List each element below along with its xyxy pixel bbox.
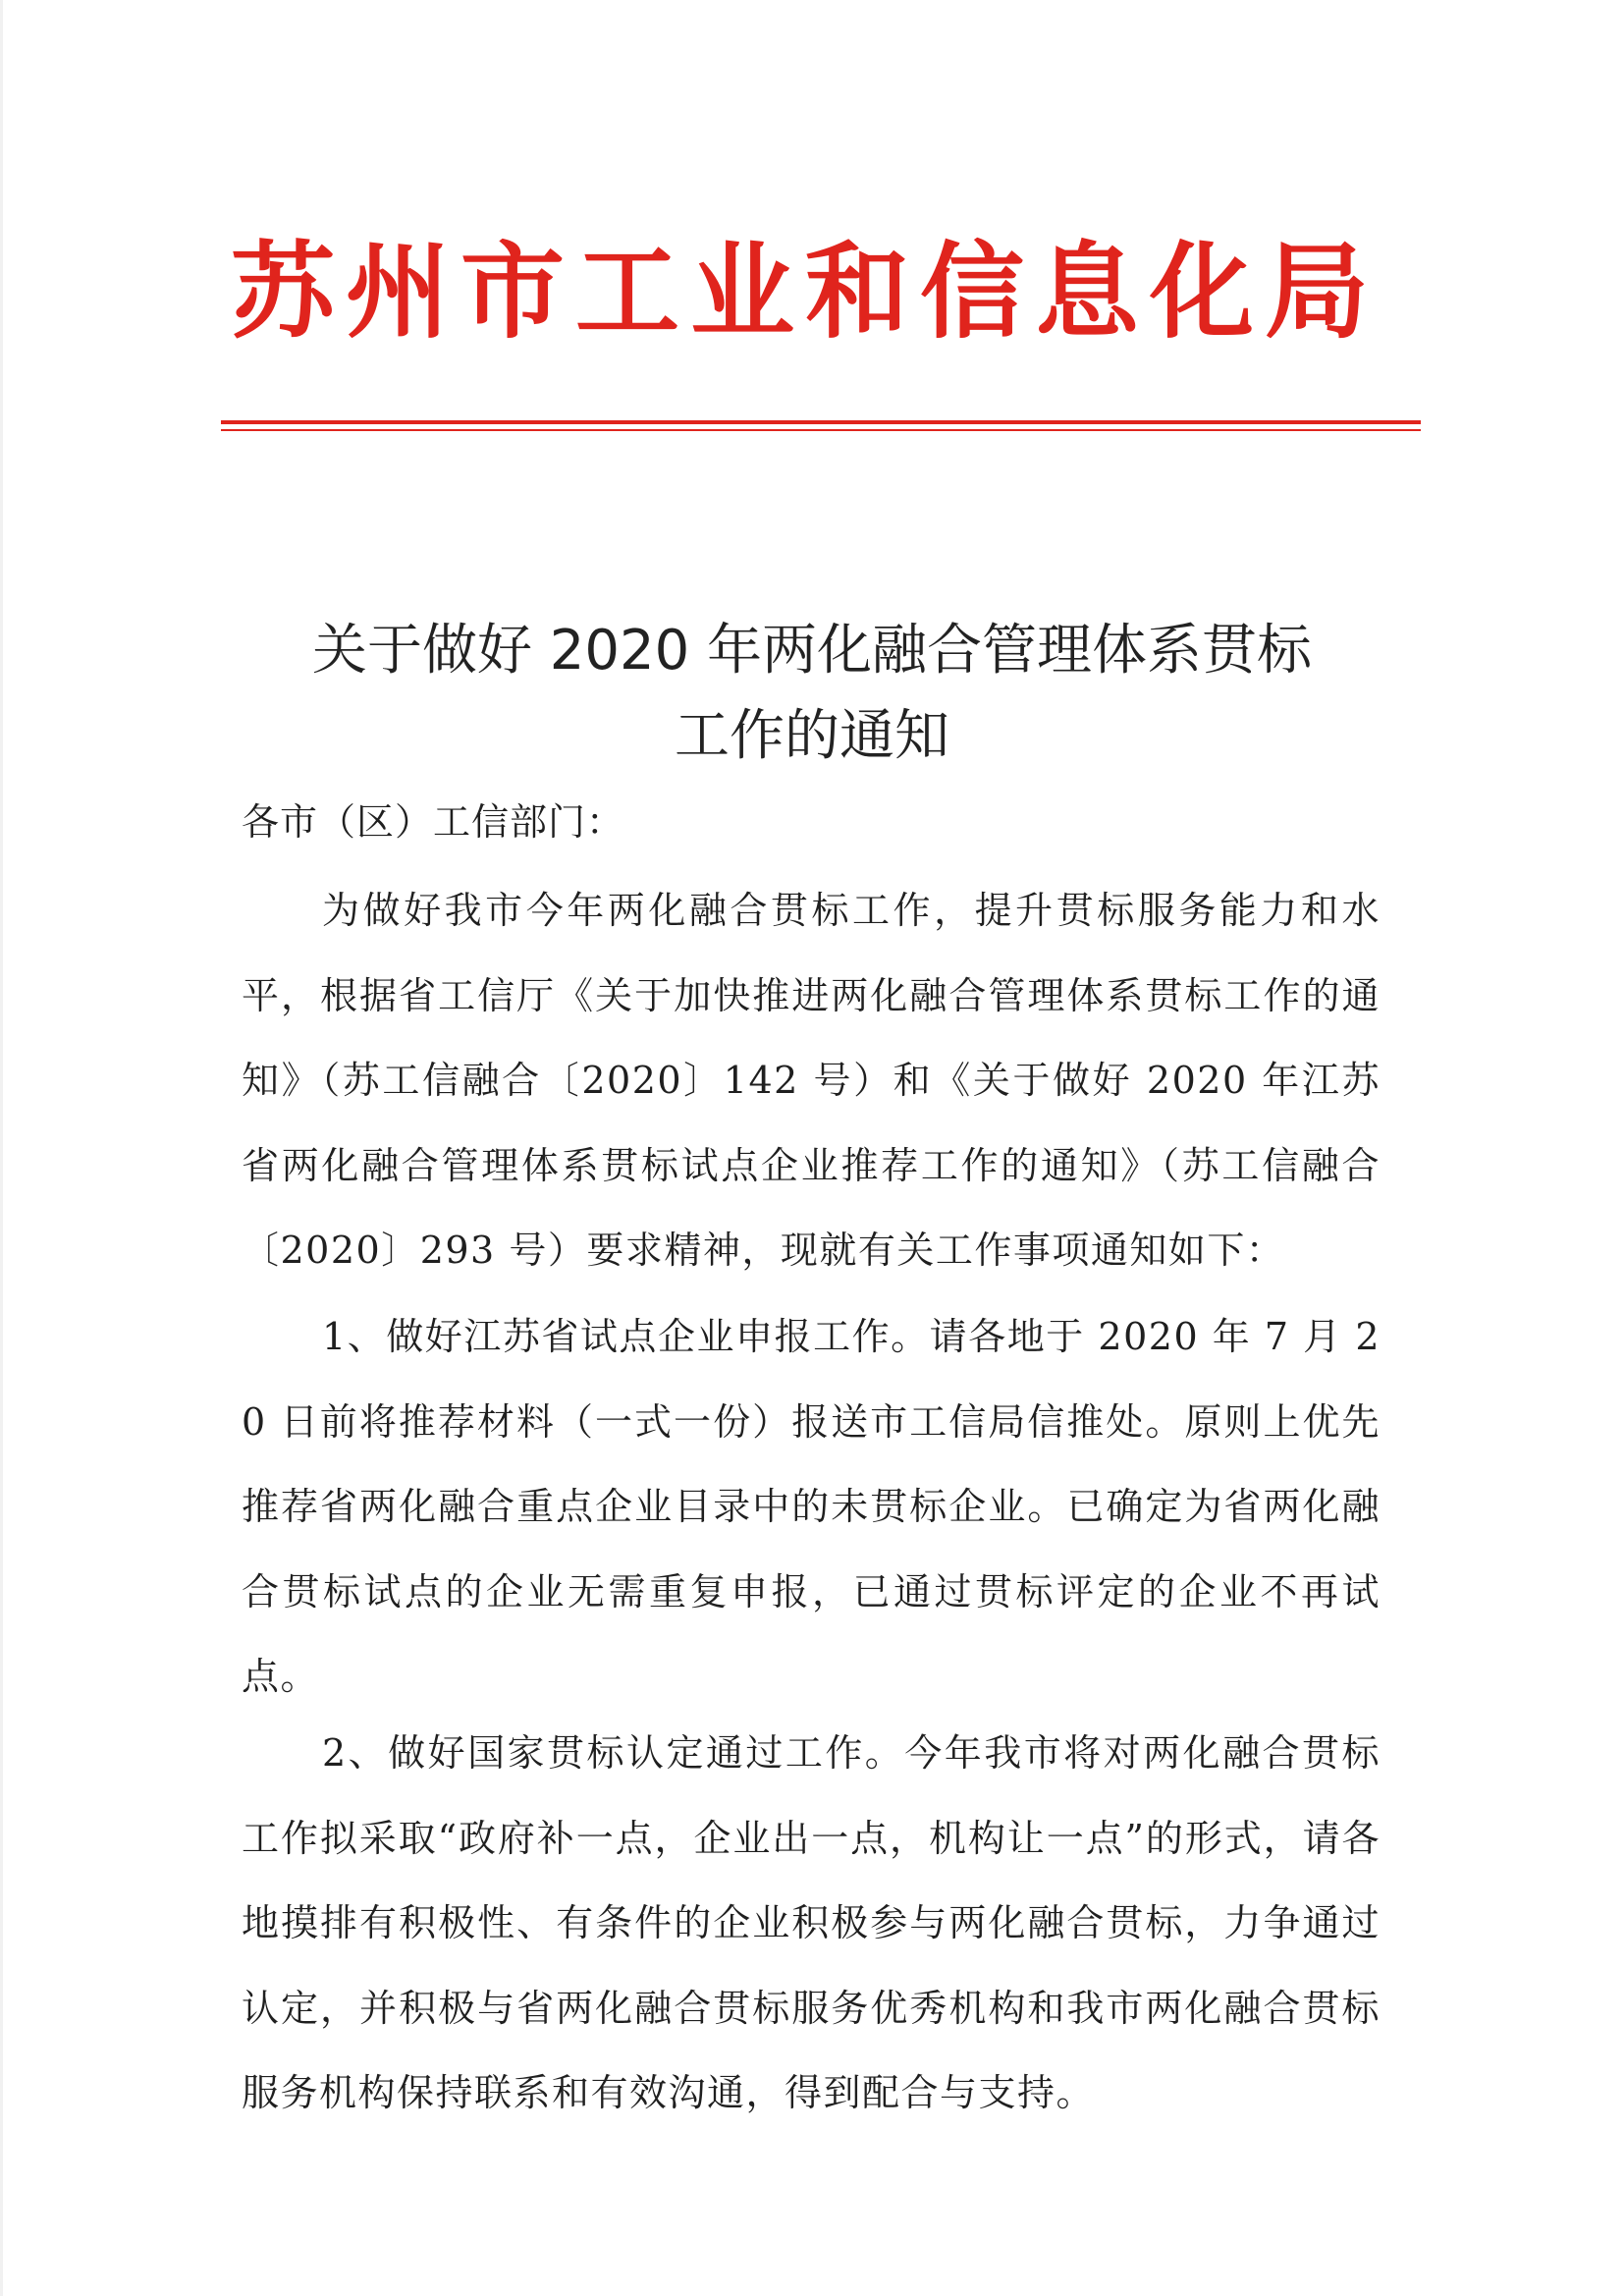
salutation: 各市（区）工信部门： [242, 800, 625, 844]
body-paragraph-intro: 为做好我市今年两化融合贯标工作，提升贯标服务能力和水平，根据省工信厅《关于加快推进两化融合管理体系贯标工作的通知》（苏工信融合〔2020〕142 号）和《关于做好 2020 年江苏省两化融合管理体系贯标试点企业推荐工作的通知》（苏工信融合〔2020〕293 号）要求精神，现就有关工作事项通知如下： [242, 889, 1380, 1272]
document-title-line2: 工作的通知 [675, 704, 949, 768]
document-title-line1: 关于做好 2020 年两化融合管理体系贯标 [311, 619, 1313, 683]
letterhead-red-rule-thin [221, 429, 1421, 431]
letterhead [221, 218, 1399, 414]
letterhead-red-rule [221, 420, 1421, 424]
body-paragraph-item-1: 1、做好江苏省试点企业申报工作。请各地于 2020 年 7 月 20 日前将推荐材料（一式一份）报送市工信局信推处。原则上优先推荐省两化融合重点企业目录中的未贯标企业。已确定为省两化融合贯标试点的企业无需重复申报，已通过贯标评定的企业不再试点。 [242, 1315, 1380, 1698]
body-paragraph-item-2: 2、做好国家贯标认定通过工作。今年我市将对两化融合贯标工作拟采取“政府补一点，企业出一点，机构让一点”的形式，请各地摸排有积极性、有条件的企业积极参与两化融合贯标，力争通过认定，并积极与省两化融合贯标服务优秀机构和我市两化融合贯标服务机构保持联系和有效沟通，得到配合与支持。 [242, 1731, 1380, 2114]
letterhead-org-name: 苏州市工业和信息化局 [231, 230, 1380, 353]
